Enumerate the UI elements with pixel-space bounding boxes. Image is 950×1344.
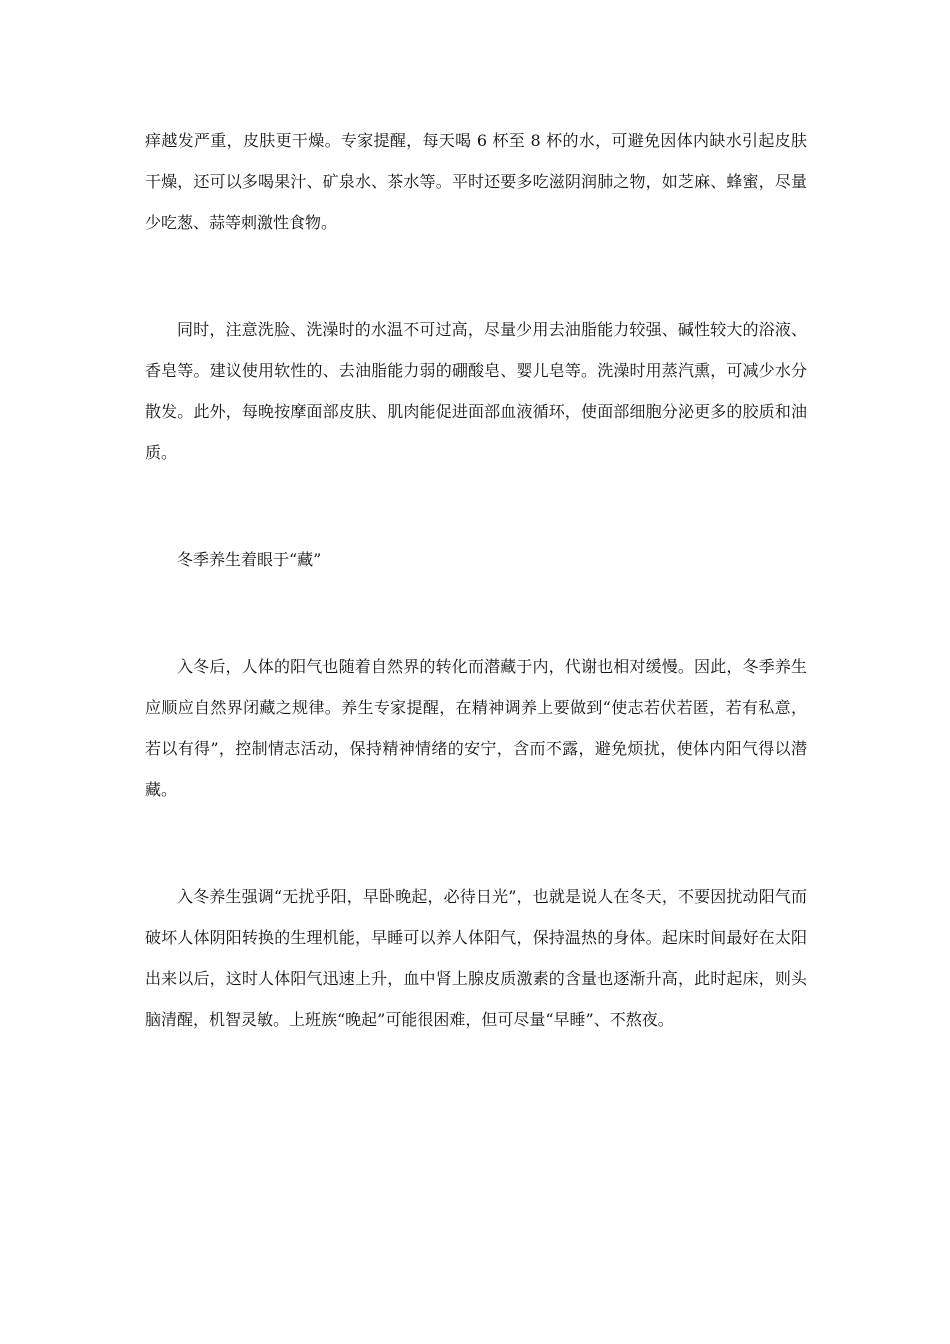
paragraph-skin-care-continued: 痒越发严重，皮肤更干燥。专家提醒，每天喝 6 杯至 8 杯的水，可避免因体内缺水引起皮肤干燥，还可以多喝果汁、矿泉水、茶水等。平时还要多吃滋阴润肺之物，如芝麻、蜂蜜，尽量少吃葱、蒜等刺激性食物。 <box>145 131 807 232</box>
paragraph-gap <box>145 580 807 646</box>
paragraph-gap <box>145 473 807 539</box>
paragraph-gap <box>145 243 807 309</box>
paragraph-washing-advice: 同时，注意洗脸、洗澡时的水温不可过高，尽量少用去油脂能力较强、碱性较大的浴液、香皂等。建议使用软性的、去油脂能力弱的硼酸皂、婴儿皂等。洗澡时用蒸汽熏，可减少水分散发。此外，每晚按摩面部皮肤、肌肉能促进面部血液循环，使面部细胞分泌更多的胶质和油质。 <box>145 320 807 462</box>
document-body <box>145 120 807 1040</box>
paragraph-winter-storage: 入冬后，人体的阳气也随着自然界的转化而潜藏于内，代谢也相对缓慢。因此，冬季养生应顺应自然界闭藏之规律。养生专家提醒，在精神调养上要做到“使志若伏若匿，若有私意，若以有得”，控制情志活动，保持精神情绪的安宁，含而不露，避免烦扰，使体内阳气得以潜藏。 <box>145 657 807 799</box>
paragraph-gap <box>145 810 807 876</box>
paragraph-sleep-advice: 入冬养生强调“无扰乎阳，早卧晚起，必待日光”，也就是说人在冬天，不要因扰动阳气而破坏人体阴阳转换的生理机能，早睡可以养人体阳气，保持温热的身体。起床时间最好在太阳出来以后，这时人体阳气迅速上升，血中肾上腺皮质激素的含量也逐渐升高，此时起床，则头脑清醒，机智灵敏。上班族“晚起”可能很困难，但可尽量“早睡”、不熬夜。 <box>145 887 807 1029</box>
section-heading: 冬季养生着眼于“藏” <box>177 550 322 569</box>
